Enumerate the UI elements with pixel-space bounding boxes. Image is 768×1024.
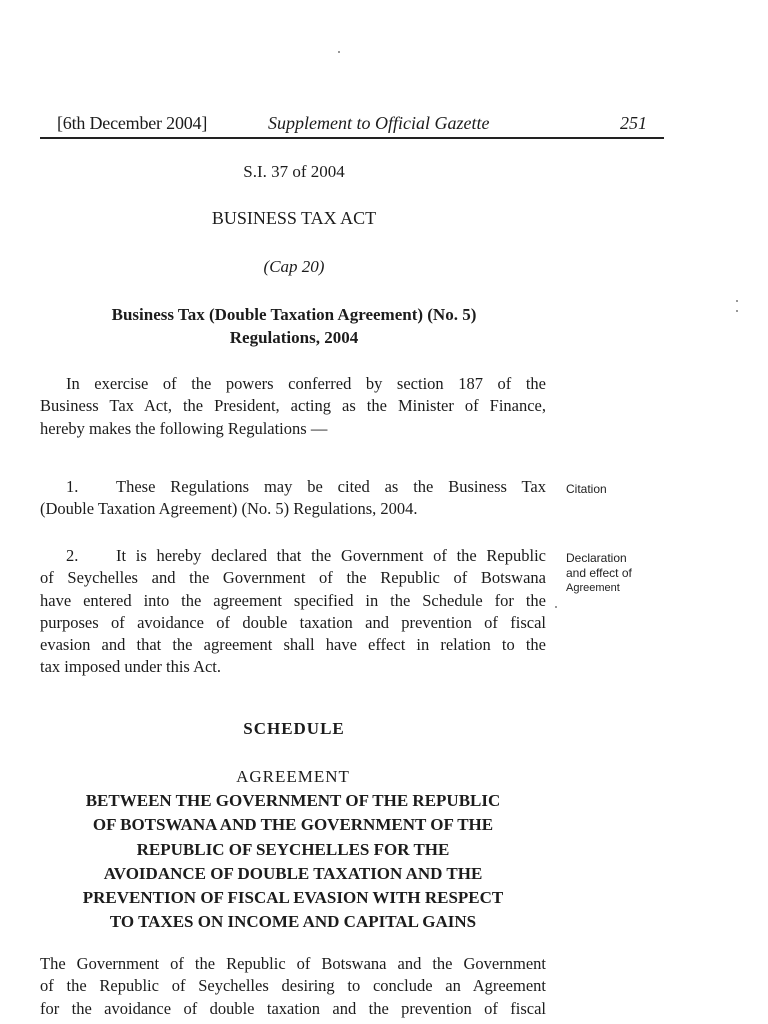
section-1-line: (Double Taxation Agreement) (No. 5) Regulations, 2004. — [40, 499, 418, 519]
agreement-preamble-line: for the avoidance of double taxation and the prevention of fiscal — [40, 998, 546, 1018]
section-2-line: purposes of avoidance of double taxation and prevention of fiscal — [40, 612, 546, 632]
preamble-line: hereby makes the following Regulations — — [40, 418, 328, 438]
header-publication: Supplement to Official Gazette — [268, 113, 490, 133]
margin-note-line: and effect of — [566, 566, 632, 580]
section-1 — [40, 476, 546, 521]
margin-note-citation: Citation — [566, 482, 607, 496]
margin-note-line: Agreement — [566, 582, 620, 594]
preamble-line: Business Tax Act, the President, acting as the Minister of Finance, — [40, 396, 546, 416]
agreement-title-line: BETWEEN THE GOVERNMENT OF THE REPUBLIC — [85, 791, 501, 811]
scan-speck — [736, 300, 738, 302]
agreement-title — [40, 765, 546, 934]
agreement-title-line: REPUBLIC OF SEYCHELLES FOR THE — [136, 839, 450, 859]
regulations-title — [0, 303, 588, 349]
section-2-number: 2. — [66, 546, 79, 565]
preamble-paragraph — [40, 373, 546, 440]
agreement-heading: AGREEMENT — [236, 767, 350, 786]
act-title: BUSINESS TAX ACT — [211, 208, 377, 228]
section-2-line: tax imposed under this Act. — [40, 657, 222, 677]
agreement-title-line: PREVENTION OF FISCAL EVASION WITH RESPECT — [82, 888, 504, 908]
agreement-title-line: TO TAXES ON INCOME AND CAPITAL GAINS — [109, 912, 477, 932]
header-date: [6th December 2004] — [57, 113, 208, 133]
section-2-line: evasion and that the agreement shall have effect in relation to the — [40, 635, 546, 655]
section-1-text: These Regulations may be cited as the Business Tax — [116, 477, 546, 496]
instrument-number: S.I. 37 of 2004 — [243, 162, 345, 181]
regulations-title-line-2: Regulations, 2004 — [229, 328, 359, 347]
scan-speck — [555, 606, 557, 608]
section-1-first-line — [40, 476, 546, 498]
agreement-preamble-line: of the Republic of Seychelles desiring to conclude an Agreement — [40, 976, 546, 996]
margin-note-line: Declaration — [566, 551, 627, 565]
section-2-text: It is hereby declared that the Government of the Republic — [116, 546, 546, 565]
agreement-preamble-line: The Government of the Republic of Botswana and the Government — [40, 954, 546, 973]
scan-speck — [736, 310, 738, 312]
agreement-title-line: OF BOTSWANA AND THE GOVERNMENT OF THE — [92, 815, 494, 835]
margin-note-declaration — [566, 551, 632, 596]
schedule-heading: SCHEDULE — [243, 719, 345, 738]
header-page-number: 251 — [620, 113, 647, 133]
section-2 — [40, 545, 546, 679]
section-2-line: of Seychelles and the Government of the Republic of Botswana — [40, 568, 546, 588]
chapter-reference: (Cap 20) — [263, 257, 325, 276]
agreement-title-line: AVOIDANCE OF DOUBLE TAXATION AND THE — [103, 863, 483, 883]
section-2-line: have entered into the agreement specified in the Schedule for the — [40, 590, 546, 610]
section-2-first-line — [40, 545, 546, 567]
preamble-line: In exercise of the powers conferred by section 187 of the — [66, 374, 546, 393]
header-rule — [40, 137, 664, 139]
regulations-title-line-1: Business Tax (Double Taxation Agreement) (No. 5) — [111, 305, 477, 324]
section-1-number: 1. — [66, 477, 79, 496]
scan-speck — [338, 51, 340, 53]
agreement-preamble-paragraph — [40, 953, 546, 1020]
